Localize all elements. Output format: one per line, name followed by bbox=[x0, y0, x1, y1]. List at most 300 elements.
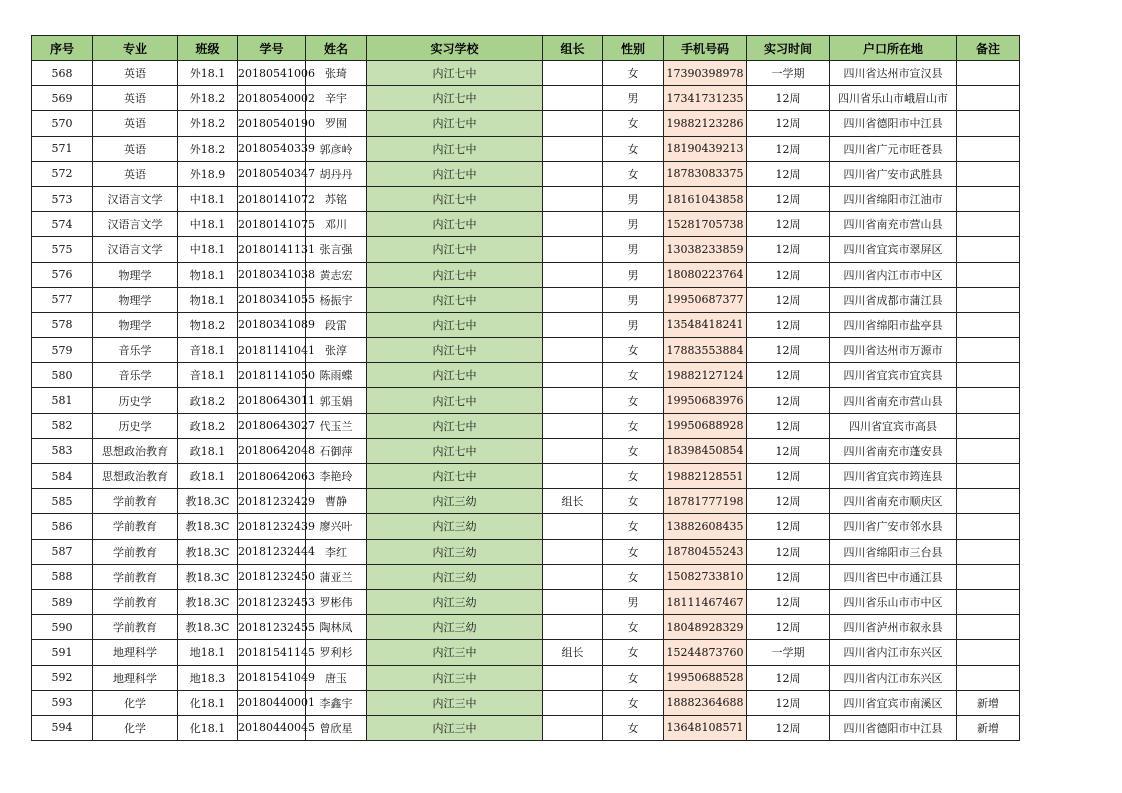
cell-name[interactable]: 代玉兰 bbox=[306, 413, 367, 438]
cell-seq[interactable]: 585 bbox=[32, 489, 93, 514]
cell-student-id[interactable]: 20180341089 bbox=[238, 312, 306, 337]
cell-phone[interactable]: 18781777198 bbox=[664, 489, 747, 514]
cell-duration[interactable]: 12周 bbox=[747, 690, 830, 715]
cell-major[interactable]: 学前教育 bbox=[93, 539, 178, 564]
cell-major[interactable]: 学前教育 bbox=[93, 564, 178, 589]
cell-student-id[interactable]: 20181541049 bbox=[238, 665, 306, 690]
header-note[interactable]: 备注 bbox=[957, 36, 1020, 61]
cell-leader[interactable] bbox=[543, 312, 603, 337]
cell-duration[interactable]: 12周 bbox=[747, 489, 830, 514]
cell-note[interactable] bbox=[957, 589, 1020, 614]
cell-name[interactable]: 黄志宏 bbox=[306, 262, 367, 287]
cell-phone[interactable]: 17883553884 bbox=[664, 338, 747, 363]
cell-student-id[interactable]: 20181232453 bbox=[238, 589, 306, 614]
header-duration[interactable]: 实习时间 bbox=[747, 36, 830, 61]
cell-class[interactable]: 外18.9 bbox=[178, 161, 238, 186]
cell-note[interactable] bbox=[957, 136, 1020, 161]
header-hometown[interactable]: 户口所在地 bbox=[830, 36, 957, 61]
cell-gender[interactable]: 女 bbox=[603, 111, 664, 136]
cell-hometown[interactable]: 四川省德阳市中江县 bbox=[830, 111, 957, 136]
cell-major[interactable]: 英语 bbox=[93, 111, 178, 136]
cell-school[interactable]: 内江七中 bbox=[367, 388, 543, 413]
cell-gender[interactable]: 男 bbox=[603, 86, 664, 111]
cell-name[interactable]: 罗利杉 bbox=[306, 640, 367, 665]
cell-gender[interactable]: 女 bbox=[603, 615, 664, 640]
cell-school[interactable]: 内江七中 bbox=[367, 212, 543, 237]
cell-duration[interactable]: 12周 bbox=[747, 363, 830, 388]
cell-name[interactable]: 杨振宇 bbox=[306, 287, 367, 312]
cell-phone[interactable]: 15244873760 bbox=[664, 640, 747, 665]
header-phone[interactable]: 手机号码 bbox=[664, 36, 747, 61]
cell-hometown[interactable]: 四川省达州市万源市 bbox=[830, 338, 957, 363]
cell-gender[interactable]: 女 bbox=[603, 489, 664, 514]
cell-class[interactable]: 音18.1 bbox=[178, 363, 238, 388]
cell-major[interactable]: 汉语言文学 bbox=[93, 237, 178, 262]
cell-hometown[interactable]: 四川省乐山市峨眉山市 bbox=[830, 86, 957, 111]
cell-leader[interactable] bbox=[543, 338, 603, 363]
cell-duration[interactable]: 12周 bbox=[747, 413, 830, 438]
cell-duration[interactable]: 一学期 bbox=[747, 61, 830, 86]
cell-major[interactable]: 音乐学 bbox=[93, 338, 178, 363]
cell-hometown[interactable]: 四川省巴中市通江县 bbox=[830, 564, 957, 589]
cell-phone[interactable]: 13548418241 bbox=[664, 312, 747, 337]
cell-gender[interactable]: 女 bbox=[603, 363, 664, 388]
cell-school[interactable]: 内江三幼 bbox=[367, 514, 543, 539]
header-class[interactable]: 班级 bbox=[178, 36, 238, 61]
cell-phone[interactable]: 19882127124 bbox=[664, 363, 747, 388]
cell-note[interactable] bbox=[957, 438, 1020, 463]
cell-gender[interactable]: 女 bbox=[603, 564, 664, 589]
cell-student-id[interactable]: 20180541006 bbox=[238, 61, 306, 86]
cell-seq[interactable]: 584 bbox=[32, 464, 93, 489]
cell-class[interactable]: 外18.2 bbox=[178, 86, 238, 111]
cell-note[interactable] bbox=[957, 111, 1020, 136]
cell-student-id[interactable]: 20181232439 bbox=[238, 514, 306, 539]
cell-hometown[interactable]: 四川省南充市蓬安县 bbox=[830, 438, 957, 463]
cell-name[interactable]: 邓川 bbox=[306, 212, 367, 237]
cell-leader[interactable] bbox=[543, 136, 603, 161]
cell-school[interactable]: 内江七中 bbox=[367, 61, 543, 86]
cell-seq[interactable]: 594 bbox=[32, 715, 93, 740]
cell-class[interactable]: 中18.1 bbox=[178, 212, 238, 237]
cell-hometown[interactable]: 四川省宜宾市宜宾县 bbox=[830, 363, 957, 388]
cell-name[interactable]: 廖兴叶 bbox=[306, 514, 367, 539]
cell-phone[interactable]: 18048928329 bbox=[664, 615, 747, 640]
cell-note[interactable] bbox=[957, 237, 1020, 262]
cell-seq[interactable]: 570 bbox=[32, 111, 93, 136]
cell-class[interactable]: 物18.1 bbox=[178, 287, 238, 312]
cell-name[interactable]: 郭彦岭 bbox=[306, 136, 367, 161]
cell-duration[interactable]: 12周 bbox=[747, 539, 830, 564]
cell-name[interactable]: 李鑫宇 bbox=[306, 690, 367, 715]
cell-major[interactable]: 英语 bbox=[93, 161, 178, 186]
cell-note[interactable] bbox=[957, 413, 1020, 438]
cell-major[interactable]: 英语 bbox=[93, 136, 178, 161]
cell-leader[interactable] bbox=[543, 438, 603, 463]
cell-duration[interactable]: 12周 bbox=[747, 589, 830, 614]
cell-seq[interactable]: 579 bbox=[32, 338, 93, 363]
cell-student-id[interactable]: 20181232429 bbox=[238, 489, 306, 514]
cell-phone[interactable]: 13648108571 bbox=[664, 715, 747, 740]
cell-student-id[interactable]: 20181141041 bbox=[238, 338, 306, 363]
cell-leader[interactable] bbox=[543, 539, 603, 564]
cell-school[interactable]: 内江七中 bbox=[367, 161, 543, 186]
cell-gender[interactable]: 女 bbox=[603, 136, 664, 161]
cell-student-id[interactable]: 20181541145 bbox=[238, 640, 306, 665]
cell-duration[interactable]: 12周 bbox=[747, 665, 830, 690]
cell-note[interactable] bbox=[957, 287, 1020, 312]
cell-student-id[interactable]: 20180440001 bbox=[238, 690, 306, 715]
cell-seq[interactable]: 568 bbox=[32, 61, 93, 86]
cell-student-id[interactable]: 20181141050 bbox=[238, 363, 306, 388]
cell-phone[interactable]: 19882128551 bbox=[664, 464, 747, 489]
cell-name[interactable]: 张琦 bbox=[306, 61, 367, 86]
cell-note[interactable]: 新增 bbox=[957, 690, 1020, 715]
cell-gender[interactable]: 男 bbox=[603, 262, 664, 287]
cell-major[interactable]: 化学 bbox=[93, 715, 178, 740]
cell-leader[interactable] bbox=[543, 690, 603, 715]
cell-name[interactable]: 苏铭 bbox=[306, 186, 367, 211]
cell-class[interactable]: 物18.2 bbox=[178, 312, 238, 337]
cell-phone[interactable]: 18882364688 bbox=[664, 690, 747, 715]
cell-leader[interactable] bbox=[543, 413, 603, 438]
cell-note[interactable] bbox=[957, 61, 1020, 86]
cell-phone[interactable]: 15281705738 bbox=[664, 212, 747, 237]
cell-name[interactable]: 胡丹丹 bbox=[306, 161, 367, 186]
cell-gender[interactable]: 男 bbox=[603, 589, 664, 614]
cell-name[interactable]: 张言强 bbox=[306, 237, 367, 262]
cell-gender[interactable]: 女 bbox=[603, 338, 664, 363]
cell-school[interactable]: 内江七中 bbox=[367, 438, 543, 463]
cell-major[interactable]: 英语 bbox=[93, 61, 178, 86]
cell-class[interactable]: 地18.1 bbox=[178, 640, 238, 665]
cell-major[interactable]: 物理学 bbox=[93, 287, 178, 312]
cell-gender[interactable]: 男 bbox=[603, 212, 664, 237]
cell-duration[interactable]: 12周 bbox=[747, 136, 830, 161]
cell-school[interactable]: 内江三幼 bbox=[367, 564, 543, 589]
cell-major[interactable]: 汉语言文学 bbox=[93, 186, 178, 211]
cell-school[interactable]: 内江七中 bbox=[367, 338, 543, 363]
cell-name[interactable]: 张淳 bbox=[306, 338, 367, 363]
cell-note[interactable] bbox=[957, 539, 1020, 564]
cell-hometown[interactable]: 四川省绵阳市三台县 bbox=[830, 539, 957, 564]
cell-class[interactable]: 化18.1 bbox=[178, 690, 238, 715]
cell-leader[interactable] bbox=[543, 665, 603, 690]
cell-phone[interactable]: 19950688528 bbox=[664, 665, 747, 690]
cell-hometown[interactable]: 四川省宜宾市翠屏区 bbox=[830, 237, 957, 262]
cell-class[interactable]: 外18.1 bbox=[178, 61, 238, 86]
cell-hometown[interactable]: 四川省内江市市中区 bbox=[830, 262, 957, 287]
cell-major[interactable]: 历史学 bbox=[93, 388, 178, 413]
cell-seq[interactable]: 575 bbox=[32, 237, 93, 262]
cell-school[interactable]: 内江三幼 bbox=[367, 615, 543, 640]
cell-gender[interactable]: 男 bbox=[603, 312, 664, 337]
cell-name[interactable]: 石御萍 bbox=[306, 438, 367, 463]
cell-note[interactable] bbox=[957, 186, 1020, 211]
cell-note[interactable] bbox=[957, 489, 1020, 514]
cell-leader[interactable] bbox=[543, 464, 603, 489]
cell-class[interactable]: 音18.1 bbox=[178, 338, 238, 363]
cell-gender[interactable]: 女 bbox=[603, 438, 664, 463]
header-major[interactable]: 专业 bbox=[93, 36, 178, 61]
header-school[interactable]: 实习学校 bbox=[367, 36, 543, 61]
cell-phone[interactable]: 17390398978 bbox=[664, 61, 747, 86]
cell-school[interactable]: 内江三中 bbox=[367, 665, 543, 690]
cell-leader[interactable] bbox=[543, 212, 603, 237]
cell-hometown[interactable]: 四川省宜宾市高县 bbox=[830, 413, 957, 438]
cell-major[interactable]: 学前教育 bbox=[93, 589, 178, 614]
cell-name[interactable]: 辛宇 bbox=[306, 86, 367, 111]
cell-gender[interactable]: 男 bbox=[603, 237, 664, 262]
cell-school[interactable]: 内江七中 bbox=[367, 287, 543, 312]
cell-phone[interactable]: 19882123286 bbox=[664, 111, 747, 136]
cell-seq[interactable]: 582 bbox=[32, 413, 93, 438]
cell-seq[interactable]: 573 bbox=[32, 186, 93, 211]
cell-seq[interactable]: 593 bbox=[32, 690, 93, 715]
cell-class[interactable]: 中18.1 bbox=[178, 186, 238, 211]
cell-seq[interactable]: 581 bbox=[32, 388, 93, 413]
cell-phone[interactable]: 17341731235 bbox=[664, 86, 747, 111]
cell-school[interactable]: 内江三中 bbox=[367, 715, 543, 740]
cell-school[interactable]: 内江三幼 bbox=[367, 539, 543, 564]
cell-major[interactable]: 地理科学 bbox=[93, 640, 178, 665]
cell-student-id[interactable]: 20180341038 bbox=[238, 262, 306, 287]
cell-gender[interactable]: 女 bbox=[603, 690, 664, 715]
cell-phone[interactable]: 19950688928 bbox=[664, 413, 747, 438]
cell-hometown[interactable]: 四川省泸州市叙永县 bbox=[830, 615, 957, 640]
cell-student-id[interactable]: 20180643011 bbox=[238, 388, 306, 413]
cell-duration[interactable]: 12周 bbox=[747, 111, 830, 136]
cell-leader[interactable] bbox=[543, 514, 603, 539]
cell-gender[interactable]: 女 bbox=[603, 61, 664, 86]
cell-class[interactable]: 化18.1 bbox=[178, 715, 238, 740]
cell-leader[interactable] bbox=[543, 86, 603, 111]
cell-gender[interactable]: 女 bbox=[603, 539, 664, 564]
cell-duration[interactable]: 12周 bbox=[747, 186, 830, 211]
cell-leader[interactable] bbox=[543, 388, 603, 413]
cell-student-id[interactable]: 20181232450 bbox=[238, 564, 306, 589]
cell-gender[interactable]: 女 bbox=[603, 464, 664, 489]
cell-name[interactable]: 郭玉娟 bbox=[306, 388, 367, 413]
cell-major[interactable]: 思想政治教育 bbox=[93, 438, 178, 463]
cell-major[interactable]: 物理学 bbox=[93, 312, 178, 337]
cell-student-id[interactable]: 20180642048 bbox=[238, 438, 306, 463]
cell-hometown[interactable]: 四川省南充市营山县 bbox=[830, 212, 957, 237]
cell-note[interactable]: 新增 bbox=[957, 715, 1020, 740]
cell-leader[interactable] bbox=[543, 589, 603, 614]
cell-class[interactable]: 教18.3C bbox=[178, 539, 238, 564]
cell-school[interactable]: 内江七中 bbox=[367, 413, 543, 438]
cell-phone[interactable]: 13882608435 bbox=[664, 514, 747, 539]
cell-duration[interactable]: 12周 bbox=[747, 438, 830, 463]
cell-class[interactable]: 外18.2 bbox=[178, 136, 238, 161]
cell-class[interactable]: 外18.2 bbox=[178, 111, 238, 136]
header-leader[interactable]: 组长 bbox=[543, 36, 603, 61]
cell-note[interactable] bbox=[957, 514, 1020, 539]
cell-major[interactable]: 学前教育 bbox=[93, 615, 178, 640]
cell-school[interactable]: 内江七中 bbox=[367, 312, 543, 337]
cell-gender[interactable]: 女 bbox=[603, 514, 664, 539]
cell-duration[interactable]: 12周 bbox=[747, 312, 830, 337]
cell-student-id[interactable]: 20180540347 bbox=[238, 161, 306, 186]
cell-hometown[interactable]: 四川省广安市邻水县 bbox=[830, 514, 957, 539]
cell-major[interactable]: 学前教育 bbox=[93, 514, 178, 539]
cell-class[interactable]: 教18.3C bbox=[178, 489, 238, 514]
cell-major[interactable]: 地理科学 bbox=[93, 665, 178, 690]
cell-name[interactable]: 陶林凤 bbox=[306, 615, 367, 640]
cell-hometown[interactable]: 四川省广安市武胜县 bbox=[830, 161, 957, 186]
cell-hometown[interactable]: 四川省绵阳市江油市 bbox=[830, 186, 957, 211]
cell-seq[interactable]: 589 bbox=[32, 589, 93, 614]
cell-duration[interactable]: 12周 bbox=[747, 237, 830, 262]
cell-duration[interactable]: 12周 bbox=[747, 464, 830, 489]
cell-seq[interactable]: 591 bbox=[32, 640, 93, 665]
cell-seq[interactable]: 577 bbox=[32, 287, 93, 312]
cell-duration[interactable]: 12周 bbox=[747, 715, 830, 740]
cell-note[interactable] bbox=[957, 615, 1020, 640]
cell-school[interactable]: 内江七中 bbox=[367, 186, 543, 211]
cell-major[interactable]: 音乐学 bbox=[93, 363, 178, 388]
cell-note[interactable] bbox=[957, 665, 1020, 690]
cell-class[interactable]: 地18.3 bbox=[178, 665, 238, 690]
cell-seq[interactable]: 580 bbox=[32, 363, 93, 388]
cell-duration[interactable]: 12周 bbox=[747, 287, 830, 312]
cell-major[interactable]: 物理学 bbox=[93, 262, 178, 287]
cell-class[interactable]: 教18.3C bbox=[178, 564, 238, 589]
cell-note[interactable] bbox=[957, 262, 1020, 287]
cell-name[interactable]: 罗彬伟 bbox=[306, 589, 367, 614]
cell-seq[interactable]: 592 bbox=[32, 665, 93, 690]
header-name[interactable]: 姓名 bbox=[306, 36, 367, 61]
cell-class[interactable]: 政18.2 bbox=[178, 388, 238, 413]
cell-major[interactable]: 学前教育 bbox=[93, 489, 178, 514]
cell-class[interactable]: 教18.3C bbox=[178, 615, 238, 640]
cell-school[interactable]: 内江七中 bbox=[367, 237, 543, 262]
cell-leader[interactable] bbox=[543, 287, 603, 312]
cell-student-id[interactable]: 20181232444 bbox=[238, 539, 306, 564]
cell-student-id[interactable]: 20180141072 bbox=[238, 186, 306, 211]
cell-duration[interactable]: 12周 bbox=[747, 86, 830, 111]
cell-leader[interactable] bbox=[543, 363, 603, 388]
cell-name[interactable]: 李艳玲 bbox=[306, 464, 367, 489]
cell-leader[interactable] bbox=[543, 186, 603, 211]
cell-gender[interactable]: 女 bbox=[603, 161, 664, 186]
cell-phone[interactable]: 15082733810 bbox=[664, 564, 747, 589]
cell-major[interactable]: 汉语言文学 bbox=[93, 212, 178, 237]
cell-leader[interactable] bbox=[543, 262, 603, 287]
cell-leader[interactable] bbox=[543, 715, 603, 740]
cell-name[interactable]: 曾欣星 bbox=[306, 715, 367, 740]
cell-class[interactable]: 中18.1 bbox=[178, 237, 238, 262]
cell-school[interactable]: 内江七中 bbox=[367, 111, 543, 136]
cell-seq[interactable]: 586 bbox=[32, 514, 93, 539]
cell-duration[interactable]: 12周 bbox=[747, 615, 830, 640]
cell-student-id[interactable]: 20180141075 bbox=[238, 212, 306, 237]
cell-hometown[interactable]: 四川省德阳市中江县 bbox=[830, 715, 957, 740]
cell-class[interactable]: 教18.3C bbox=[178, 589, 238, 614]
header-seq[interactable]: 序号 bbox=[32, 36, 93, 61]
cell-leader[interactable] bbox=[543, 237, 603, 262]
cell-name[interactable]: 段雷 bbox=[306, 312, 367, 337]
cell-student-id[interactable]: 20180540002 bbox=[238, 86, 306, 111]
cell-note[interactable] bbox=[957, 464, 1020, 489]
cell-school[interactable]: 内江三幼 bbox=[367, 489, 543, 514]
cell-school[interactable]: 内江三中 bbox=[367, 640, 543, 665]
cell-gender[interactable]: 女 bbox=[603, 715, 664, 740]
cell-hometown[interactable]: 四川省乐山市市中区 bbox=[830, 589, 957, 614]
cell-school[interactable]: 内江三中 bbox=[367, 690, 543, 715]
cell-note[interactable] bbox=[957, 564, 1020, 589]
cell-name[interactable]: 罗囿 bbox=[306, 111, 367, 136]
cell-hometown[interactable]: 四川省绵阳市盐亭县 bbox=[830, 312, 957, 337]
cell-student-id[interactable]: 20180642063 bbox=[238, 464, 306, 489]
cell-note[interactable] bbox=[957, 388, 1020, 413]
cell-student-id[interactable]: 20180643027 bbox=[238, 413, 306, 438]
cell-name[interactable]: 唐玉 bbox=[306, 665, 367, 690]
cell-note[interactable] bbox=[957, 338, 1020, 363]
cell-school[interactable]: 内江七中 bbox=[367, 363, 543, 388]
cell-seq[interactable]: 569 bbox=[32, 86, 93, 111]
cell-school[interactable]: 内江七中 bbox=[367, 86, 543, 111]
cell-note[interactable] bbox=[957, 312, 1020, 337]
cell-seq[interactable]: 588 bbox=[32, 564, 93, 589]
cell-phone[interactable]: 18190439213 bbox=[664, 136, 747, 161]
cell-note[interactable] bbox=[957, 212, 1020, 237]
cell-leader[interactable]: 组长 bbox=[543, 640, 603, 665]
cell-note[interactable] bbox=[957, 86, 1020, 111]
cell-class[interactable]: 政18.2 bbox=[178, 413, 238, 438]
cell-gender[interactable]: 女 bbox=[603, 413, 664, 438]
cell-leader[interactable] bbox=[543, 161, 603, 186]
cell-student-id[interactable]: 20181232455 bbox=[238, 615, 306, 640]
cell-seq[interactable]: 583 bbox=[32, 438, 93, 463]
cell-phone[interactable]: 18161043858 bbox=[664, 186, 747, 211]
cell-note[interactable] bbox=[957, 640, 1020, 665]
cell-gender[interactable]: 女 bbox=[603, 640, 664, 665]
cell-note[interactable] bbox=[957, 363, 1020, 388]
cell-hometown[interactable]: 四川省达州市宣汉县 bbox=[830, 61, 957, 86]
cell-duration[interactable]: 一学期 bbox=[747, 640, 830, 665]
cell-duration[interactable]: 12周 bbox=[747, 161, 830, 186]
cell-phone[interactable]: 19950687377 bbox=[664, 287, 747, 312]
header-gender[interactable]: 性别 bbox=[603, 36, 664, 61]
cell-student-id[interactable]: 20180440045 bbox=[238, 715, 306, 740]
cell-major[interactable]: 英语 bbox=[93, 86, 178, 111]
cell-class[interactable]: 政18.1 bbox=[178, 438, 238, 463]
cell-gender[interactable]: 女 bbox=[603, 388, 664, 413]
cell-phone[interactable]: 18780455243 bbox=[664, 539, 747, 564]
cell-leader[interactable] bbox=[543, 61, 603, 86]
cell-class[interactable]: 政18.1 bbox=[178, 464, 238, 489]
cell-school[interactable]: 内江七中 bbox=[367, 136, 543, 161]
cell-gender[interactable]: 女 bbox=[603, 665, 664, 690]
cell-seq[interactable]: 574 bbox=[32, 212, 93, 237]
cell-duration[interactable]: 12周 bbox=[747, 514, 830, 539]
cell-name[interactable]: 蒲亚兰 bbox=[306, 564, 367, 589]
cell-duration[interactable]: 12周 bbox=[747, 262, 830, 287]
cell-name[interactable]: 陈雨蝶 bbox=[306, 363, 367, 388]
cell-hometown[interactable]: 四川省宜宾市南溪区 bbox=[830, 690, 957, 715]
cell-hometown[interactable]: 四川省南充市营山县 bbox=[830, 388, 957, 413]
cell-class[interactable]: 物18.1 bbox=[178, 262, 238, 287]
cell-hometown[interactable]: 四川省宜宾市筠连县 bbox=[830, 464, 957, 489]
cell-school[interactable]: 内江三幼 bbox=[367, 589, 543, 614]
cell-phone[interactable]: 18080223764 bbox=[664, 262, 747, 287]
cell-major[interactable]: 思想政治教育 bbox=[93, 464, 178, 489]
cell-hometown[interactable]: 四川省内江市东兴区 bbox=[830, 665, 957, 690]
cell-seq[interactable]: 572 bbox=[32, 161, 93, 186]
cell-student-id[interactable]: 20180341055 bbox=[238, 287, 306, 312]
